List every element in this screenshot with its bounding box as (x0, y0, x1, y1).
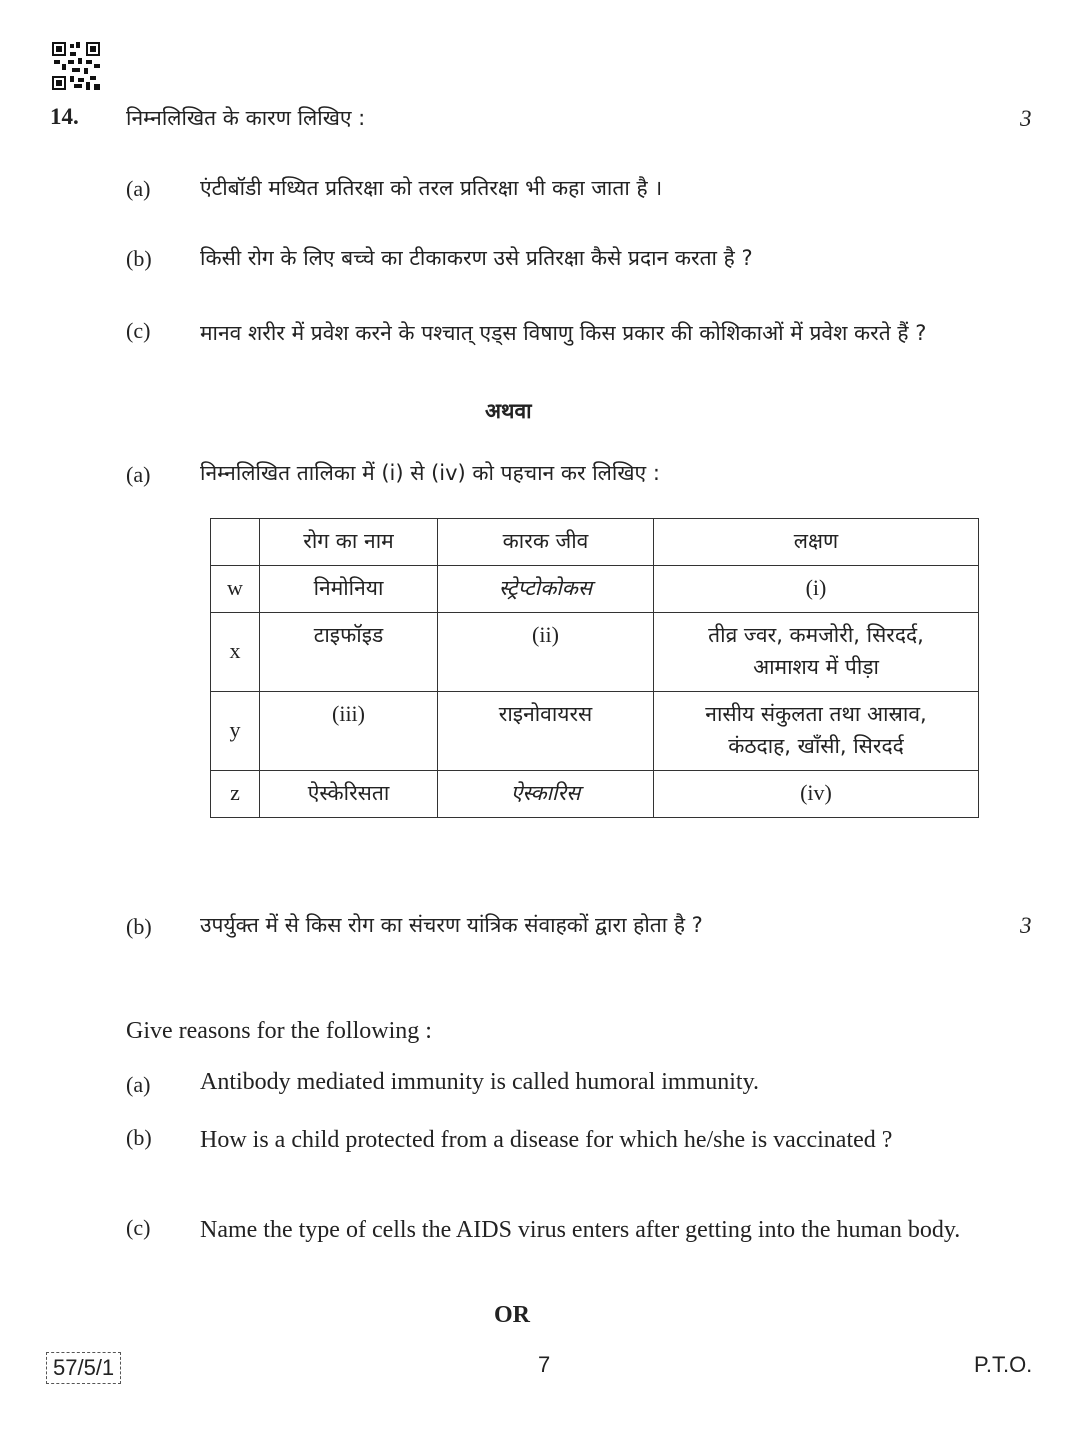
table-row (211, 566, 979, 613)
pto: P.T.O. (974, 1352, 1033, 1377)
hindi-part-c: मानव शरीर में प्रवेश करने के पश्चात् एड्स विषाणु किस प्रकार की कोशिकाओं में प्रवेश करते हैं ? (200, 321, 927, 345)
hindi-part-a: एंटीबॉडी मध्यित प्रतिरक्षा को तरल प्रतिरक्षा भी कहा जाता है । (200, 176, 663, 200)
alt-b-label: (b) (126, 914, 152, 939)
symptoms-line: (i) (805, 575, 827, 600)
hindi-part-b: किसी रोग के लिए बच्चे का टीकाकरण उसे प्रतिरक्षा कैसे प्रदान करता है ? (200, 246, 753, 270)
row-id: z (211, 771, 260, 818)
hindi-intro: निम्नलिखित के कारण लिखिए : (126, 106, 366, 130)
table-header-cell: रोग का नाम (260, 519, 438, 566)
disease-table (210, 518, 979, 818)
english-part-a: Antibody mediated immunity is called humoral immunity. (200, 1069, 760, 1095)
part-a-label: (a) (126, 176, 151, 201)
causative-organism: ऐस्कारिस (438, 771, 654, 818)
part-c-label: (c) (126, 318, 151, 343)
english-part-c-label: (c) (126, 1215, 151, 1240)
disease-name: टाइफॉइड (260, 613, 438, 692)
question-number: 14. (50, 104, 79, 129)
table-row (211, 613, 979, 692)
alt-b-text: उपर्युक्त में से किस रोग का संचरण यांत्रिक संवाहकों द्वारा होता है ? (200, 913, 703, 937)
table-row (211, 692, 979, 771)
symptoms (654, 771, 979, 818)
english-part-b: How is a child protected from a disease for which he/she is vaccinated ? (200, 1127, 893, 1153)
symptoms (654, 692, 979, 771)
row-id: x (211, 613, 260, 692)
symptoms-line: (iv) (800, 780, 832, 805)
causative-organism: राइनोवायरस (438, 692, 654, 771)
alt-a-label: (a) (126, 462, 151, 487)
table-header-cell: लक्षण (654, 519, 979, 566)
english-part-a-label: (a) (126, 1072, 151, 1097)
symptoms (654, 566, 979, 613)
disease-name: (iii) (260, 692, 438, 771)
row-id: w (211, 566, 260, 613)
table-header-cell (211, 519, 260, 566)
causative-organism: स्ट्रेप्टोकोकस (438, 566, 654, 613)
part-b-label: (b) (126, 246, 152, 271)
paper-code: 57/5/1 (46, 1352, 121, 1384)
symptoms-line: नासीय संकुलता तथा आस्राव, (705, 702, 927, 726)
english-intro: Give reasons for the following : (126, 1018, 432, 1044)
page-number: 7 (538, 1352, 551, 1377)
table-header-row (211, 519, 979, 566)
qr-code-icon (52, 42, 100, 90)
symptoms-line: कंठदाह, खाँसी, सिरदर्द (728, 734, 904, 758)
alt-b-marks: 3 (1020, 913, 1032, 938)
symptoms (654, 613, 979, 692)
marks: 3 (1020, 106, 1032, 131)
symptoms-line: तीव्र ज्वर, कमजोरी, सिरदर्द, (708, 623, 924, 647)
disease-name: ऐस्केरिसता (260, 771, 438, 818)
or-hindi: अथवा (485, 399, 532, 423)
causative-organism: (ii) (438, 613, 654, 692)
or-english: OR (494, 1302, 530, 1328)
symptoms-line: आमाशय में पीड़ा (753, 655, 879, 679)
disease-name: निमोनिया (260, 566, 438, 613)
english-part-b-label: (b) (126, 1125, 152, 1150)
row-id: y (211, 692, 260, 771)
table-header-cell: कारक जीव (438, 519, 654, 566)
english-part-c: Name the type of cells the AIDS virus enters after getting into the human body. (200, 1217, 961, 1243)
alt-a-text: निम्नलिखित तालिका में (i) से (iv) को पहचान कर लिखिए : (200, 461, 660, 485)
table-row (211, 771, 979, 818)
